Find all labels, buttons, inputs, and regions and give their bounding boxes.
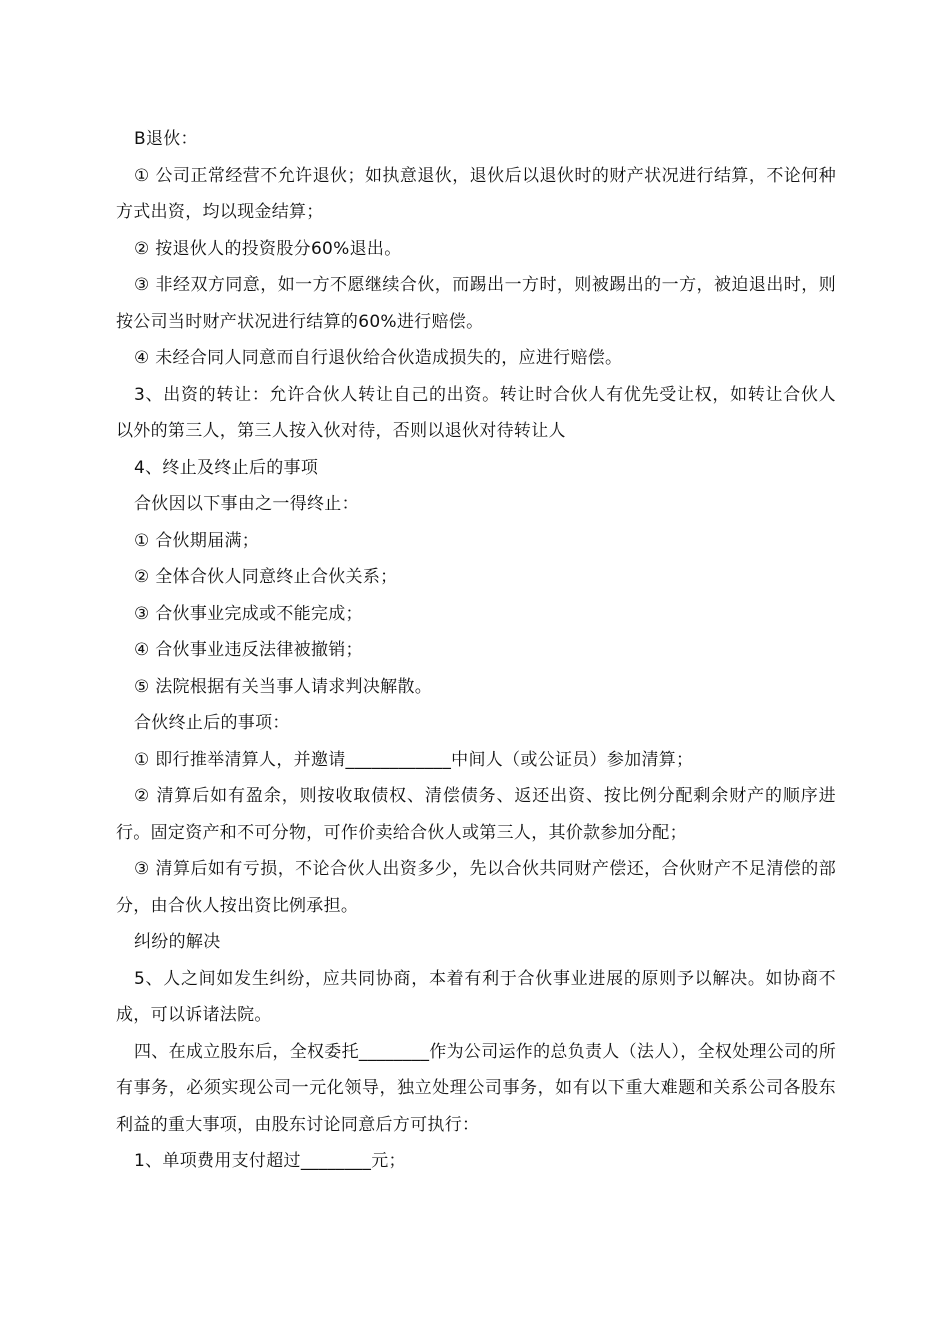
- expense-limit-item: 1、单项费用支付超过________元；: [134, 1151, 406, 1171]
- withdrawal-clause-1: ① 公司正常经营不允许退伙；如执意退伙，退伙后以退伙时的财产状况进行结算，不论何种方式出资，均以现金结算；: [116, 165, 836, 222]
- termination-reason-3: ③ 合伙事业完成或不能完成；: [134, 603, 363, 624]
- section-four-clause: 四、在成立股东后，全权委托________作为公司运作的总负责人（法人），全权处理公司的所有事务，必须实现公司一元化领导，独立处理公司事务，如有以下重大难题和关系公司各股东利益的重大事项，由股东讨论同意后方可执行：: [116, 1041, 836, 1135]
- dispute-clause: 5、人之间如发生纠纷，应共同协商，本着有利于合伙事业进展的原则予以解决。如协商不成，可以诉诸法院。: [116, 968, 836, 1025]
- post-termination-heading: 合伙终止后的事项：: [134, 713, 290, 733]
- section-heading-dispute: 纠纷的解决: [134, 932, 221, 952]
- document-body: [116, 121, 836, 1180]
- section-heading-withdrawal: B退伙：: [134, 129, 198, 149]
- post-termination-item-1: ① 即行推举清算人，并邀请____________中间人（或公证员）参加清算；: [134, 749, 694, 770]
- post-termination-item-2: ② 清算后如有盈余，则按收取债权、清偿债务、返还出资、按比例分配剩余财产的顺序进行。固定资产和不可分物，可作价卖给合伙人或第三人，其价款参加分配；: [116, 786, 836, 843]
- termination-reason-4: ④ 合伙事业违反法律被撤销；: [134, 640, 363, 660]
- withdrawal-clause-3: ③ 非经双方同意，如一方不愿继续合伙，而踢出一方时，则被踢出的一方，被迫退出时，则按公司当时财产状况进行结算的60%进行赔偿。: [116, 275, 836, 332]
- termination-reason-5: ⑤ 法院根据有关当事人请求判决解散。: [134, 676, 433, 697]
- termination-intro: 合伙因以下事由之一得终止：: [134, 494, 359, 514]
- post-termination-item-3: ③ 清算后如有亏损，不论合伙人出资多少，先以合伙共同财产偿还，合伙财产不足清偿的部分，由合伙人按出资比例承担。: [116, 859, 836, 916]
- capital-transfer-clause: 3、出资的转让：允许合伙人转让自己的出资。转让时合伙人有优先受让权，如转让合伙人以外的第三人，第三人按入伙对待，否则以退伙对待转让人: [116, 384, 836, 441]
- withdrawal-clause-2: ② 按退伙人的投资股分60%退出。: [134, 238, 402, 259]
- termination-reason-1: ① 合伙期届满；: [134, 530, 260, 551]
- withdrawal-clause-4: ④ 未经合同人同意而自行退伙给合伙造成损失的，应进行赔偿。: [134, 348, 623, 368]
- section-heading-termination: 4、终止及终止后的事项: [134, 457, 319, 478]
- termination-reason-2: ② 全体合伙人同意终止合伙关系；: [134, 567, 398, 587]
